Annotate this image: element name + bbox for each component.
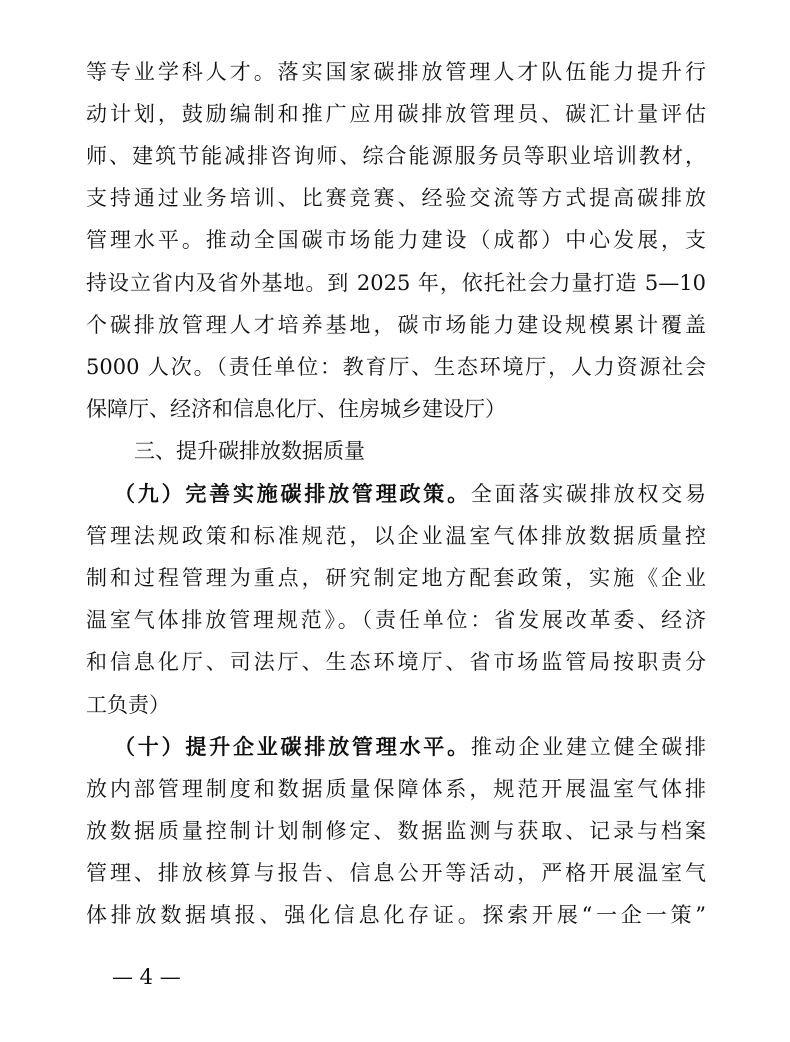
paragraph-text: 推动企业建立健全碳排 bbox=[470, 735, 706, 759]
paragraph-title: （十）提升企业碳排放管理水平。 bbox=[114, 735, 471, 759]
text-line: 制和过程管理为重点，研究制定地方配套政策，实施《企业 bbox=[86, 566, 706, 590]
text-line: 动计划，鼓励编制和推广应用碳排放管理员、碳汇计量评估 bbox=[86, 102, 706, 126]
text-line: 放内部管理制度和数据质量保障体系，规范开展温室气体排 bbox=[86, 777, 706, 801]
paragraph-first-line bbox=[114, 733, 706, 761]
text-line: 5000 人次。（责任单位：教育厅、生态环境厅，人力资源社会 bbox=[86, 355, 706, 379]
text-line: 个碳排放管理人才培养基地，碳市场能力建设规模累计覆盖 bbox=[86, 313, 706, 337]
text-line: 师、建筑节能减排咨询师、综合能源服务员等职业培训教材， bbox=[86, 144, 706, 168]
page-number: — 4 — bbox=[112, 965, 181, 989]
paragraph-title: （九）完善实施碳排放管理政策。 bbox=[114, 482, 471, 506]
text-line: 支持通过业务培训、比赛竞赛、经验交流等方式提高碳排放 bbox=[86, 186, 706, 210]
text-line: 管理、排放核算与报告、信息公开等活动，严格开展温室气 bbox=[86, 861, 706, 885]
text-line: 和信息化厅、司法厅、生态环境厅、省市场监管局按职责分 bbox=[86, 650, 706, 674]
text-line: 温室气体排放管理规范》。（责任单位：省发展改革委、经济 bbox=[86, 608, 706, 632]
text-line: 保障厅、经济和信息化厅、住房城乡建设厅） bbox=[86, 397, 506, 421]
text-line: 管理水平。推动全国碳市场能力建设（成都）中心发展，支 bbox=[86, 228, 706, 252]
text-line: 放数据质量控制计划制修定、数据监测与获取、记录与档案 bbox=[86, 819, 706, 843]
text-line: 工负责） bbox=[86, 693, 170, 717]
paragraph-first-line bbox=[114, 480, 706, 508]
text-line: 管理法规政策和标准规范，以企业温室气体排放数据质量控 bbox=[86, 524, 706, 548]
text-line: 等专业学科人才。落实国家碳排放管理人才队伍能力提升行 bbox=[86, 60, 706, 84]
text-line: 持设立省内及省外基地。到 2025 年，依托社会力量打造 5—10 bbox=[86, 271, 706, 295]
text-line: 体排放数据填报、强化信息化存证。探索开展“一企一策” bbox=[86, 903, 706, 927]
section-heading: 三、提升碳排放数据质量 bbox=[134, 439, 365, 463]
paragraph-text: 全面落实碳排放权交易 bbox=[470, 482, 706, 506]
